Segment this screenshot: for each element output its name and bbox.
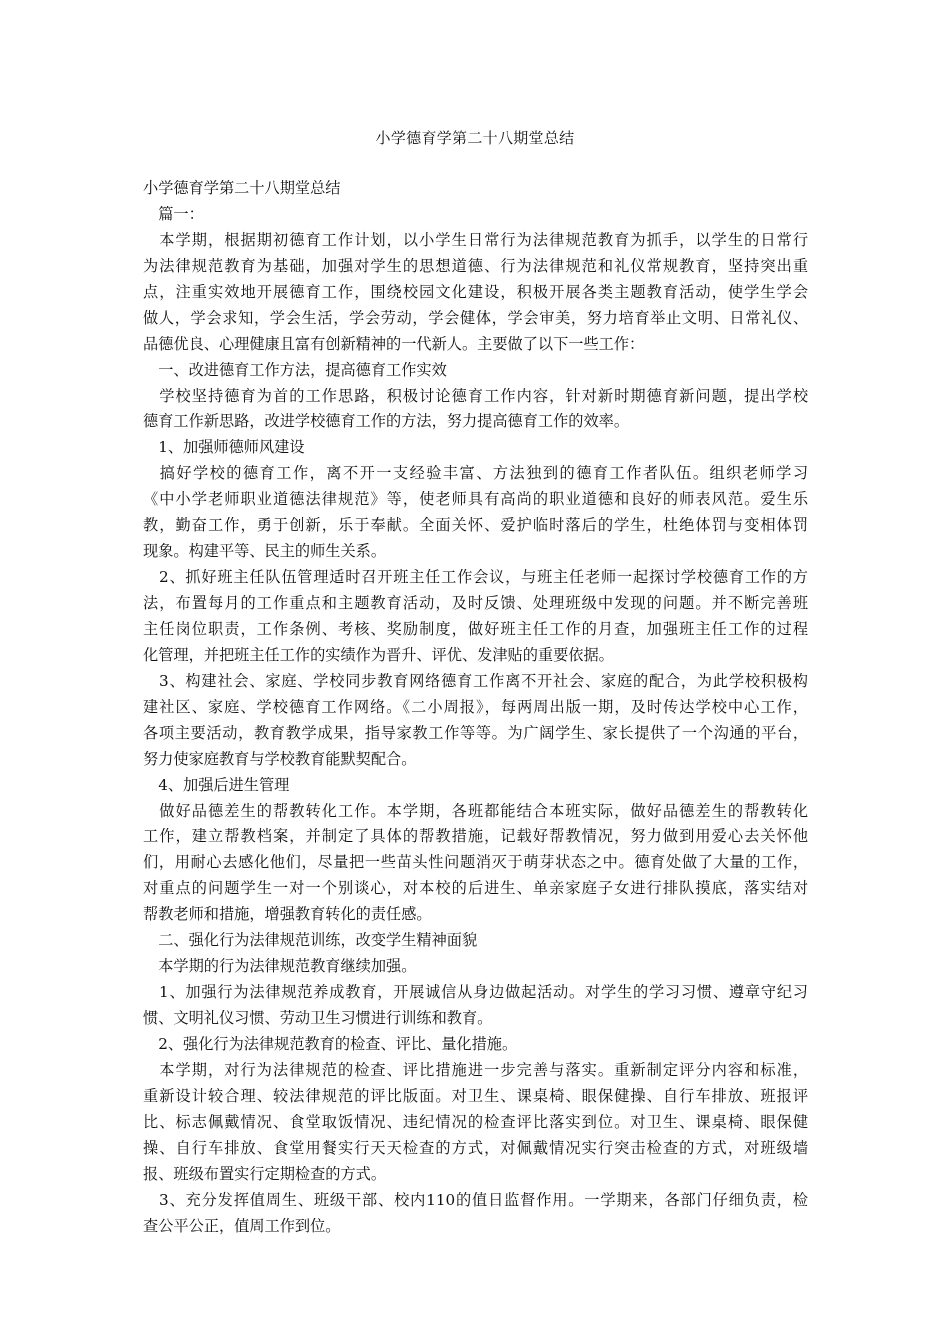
body-line: 德育工作新思路，改进学校德育工作的方法，努力提高德育工作的效率。 [143, 412, 629, 431]
body-line: 做好品德差生的帮教转化工作。本学期，各班都能结合本班实际，做好品德差生的帮教转化 [143, 801, 808, 820]
body-line: 比、标志佩戴情况、食堂取饭情况、违纪情况的检查评比落实到位。对卫生、课桌椅、眼保健 [143, 1112, 808, 1131]
body-line: 为法律规范教育为基础，加强对学生的思想道德、行为法律规范和礼仪常规教育，坚持突出重 [143, 256, 808, 275]
body-line: 1、加强师德师风建设 [143, 438, 305, 457]
body-line: 法，布置每月的工作重点和主题教育活动，及时反馈、处理班级中发现的问题。并不断完善班 [143, 594, 808, 612]
body-line: 教，勤奋工作，勇于创新，乐于奉献。全面关怀、爱护临时落后的学生，杜绝体罚与变相体罚 [143, 516, 808, 535]
body-line: 4、加强后进生管理 [143, 775, 290, 794]
body-line: 主任岗位职责，工作条例、考核、奖励制度，做好班主任工作的月查，加强班主任工作的过程 [143, 619, 808, 638]
body-line: 各项主要活动，教育教学成果，指导家教工作等等。为广阔学生、家长提供了一个沟通的平台， [143, 723, 808, 742]
body-line: 对重点的问题学生一对一个别谈心，对本校的后进生、单亲家庭子女进行排队摸底，落实结对 [143, 879, 808, 898]
body-line: 现象。构建平等、民主的师生关系。 [143, 542, 386, 561]
body-line: 一、改进德育工作方法，提高德育工作实效 [143, 360, 447, 379]
document-body [143, 176, 808, 1239]
body-line: 们，用耐心去感化他们，尽量把一些苗头性问题消灭于萌芽状态之中。德育处做了大量的工作， [143, 853, 808, 872]
body-line: 1、加强行为法律规范养成教育，开展诚信从身边做起活动。对学生的学习习惯、遵章守纪习 [143, 983, 808, 1002]
body-line: 工作，建立帮教档案，并制定了具体的帮教措施，记载好帮教情况，努力做到用爱心去关怀他 [143, 827, 808, 846]
body-line: 化管理，并把班主任工作的实绩作为晋升、评优、发津贴的重要依据。 [143, 645, 614, 664]
document-title: 小学德育学第二十八期堂总结 [375, 129, 575, 147]
body-line: 小学德育学第二十八期堂总结 [143, 179, 341, 197]
body-line: 本学期的行为法律规范教育继续加强。 [143, 957, 417, 976]
body-line: 3、构建社会、家庭、学校同步教育网络德育工作离不开社会、家庭的配合，为此学校积极构 [143, 671, 808, 690]
body-line: 2、抓好班主任队伍管理适时召开班主任工作会议，与班主任老师一起探讨学校德育工作的方 [143, 568, 808, 587]
body-line: 二、强化行为法律规范训练，改变学生精神面貌 [143, 931, 478, 950]
body-line: 重新设计较合理、较法律规范的评比版面。对卫生、课桌椅、眼保健操、自行车排放、班报评 [143, 1086, 808, 1105]
body-line: 努力使家庭教育与学校教育能默契配合。 [143, 749, 417, 768]
body-line: 3、充分发挥值周生、班级干部、校内110的值日监督作用。一学期来，各部门仔细负责，检 [143, 1190, 808, 1209]
body-line: 学校坚持德育为首的工作思路，积极讨论德育工作内容，针对新时期德育新问题，提出学校 [143, 386, 808, 405]
body-line: 建社区、家庭、学校德育工作网络。《二小周报》，每两周出版一期，及时传达学校中心工作， [143, 697, 808, 716]
body-line: 惯、文明礼仪习惯、劳动卫生习惯进行训练和教育。 [143, 1009, 493, 1027]
body-line: 《中小学老师职业道德法律规范》等，使老师具有高尚的职业道德和良好的师表风范。爱生乐 [143, 490, 808, 509]
body-line: 品德优良、心理健康且富有创新精神的一代新人。主要做了以下一些工作： [143, 334, 645, 353]
body-line: 搞好学校的德育工作，离不开一支经验丰富、方法独到的德育工作者队伍。组织老师学习 [143, 464, 808, 483]
body-line: 操、自行车排放、食堂用餐实行天天检查的方式，对佩戴情况实行突击检查的方式，对班级墙 [143, 1138, 808, 1157]
body-line: 篇一： [143, 204, 204, 223]
body-line: 2、强化行为法律规范教育的检查、评比、量化措施。 [143, 1034, 518, 1053]
body-line: 做人，学会求知，学会生活，学会劳动，学会健体，学会审美，努力培育举止文明、日常礼仪、 [143, 308, 808, 327]
body-line: 帮教老师和措施，增强教育转化的责任感。 [143, 905, 432, 924]
body-line: 查公平公正，值周工作到位。 [143, 1216, 341, 1235]
body-line: 本学期，对行为法律规范的检查、评比措施进一步完善与落实。重新制定评分内容和标准， [143, 1060, 808, 1079]
body-line: 点，注重实效地开展德育工作，围绕校园文化建设，积极开展各类主题教育活动，使学生学会 [143, 282, 808, 301]
body-line: 报、班级布置实行定期检查的方式。 [143, 1164, 386, 1183]
body-line: 本学期，根据期初德育工作计划，以小学生日常行为法律规范教育为抓手，以学生的日常行 [143, 230, 808, 249]
